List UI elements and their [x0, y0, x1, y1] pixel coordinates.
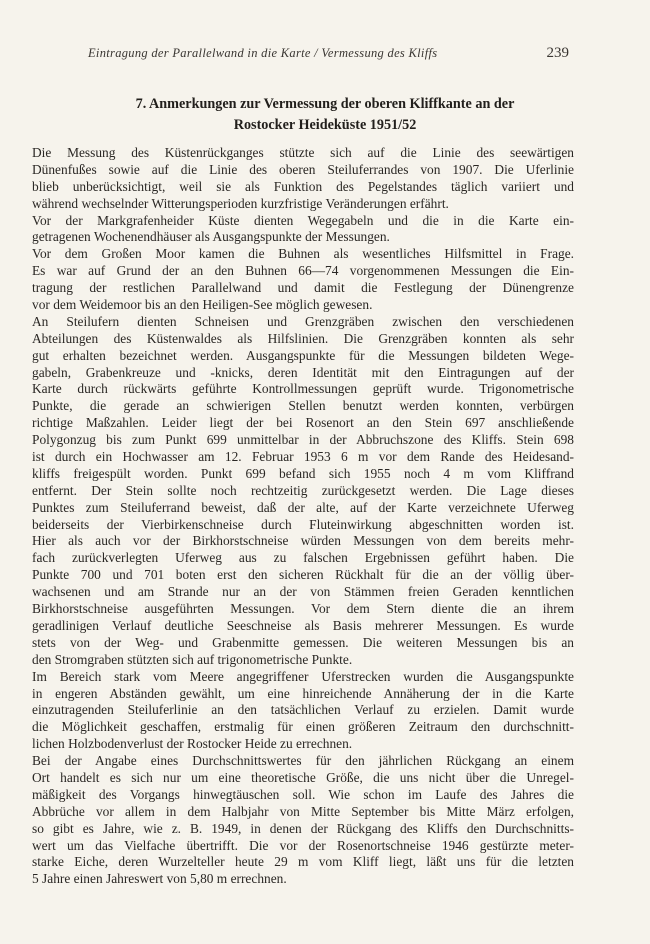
text-line: Abteilungen des Küstenwaldes als Hilfslinien. Die Grenzgräben konnten als sehr: [32, 330, 574, 346]
section-title-line-2: Rostocker Heideküste 1951/52: [233, 117, 417, 133]
text-line: den Stromgraben stützten sich auf trigonometrische Punkte.: [32, 651, 353, 667]
text-line: Punktes zum Steiluferrand beweist, daß der alte, auf der Karte verzeichnete Uferweg: [32, 499, 574, 515]
text-line: fach zurückverlegten Uferweg aus zu falschen Ergebnissen geführt haben. Die: [32, 550, 574, 566]
text-line: stets von der Weg- und Grabenmitte gemessen. Die weiteren Messungen bis an: [32, 634, 574, 650]
text-line: gut erhalten bezeichnet werden. Ausgangspunkte für die Messungen bildeten Wege-: [32, 347, 574, 363]
text-line: die Möglichkeit geschaffen, erstmalig für einen größeren Zeitraum den durchschnitt-: [32, 719, 574, 735]
text-line: Im Bereich stark vom Meere angegriffener Uferstrecken wurden die Ausgangspunkte: [32, 668, 574, 684]
text-line: Bei der Angabe eines Durchschnittswertes für den jährlichen Rückgang an einem: [32, 753, 574, 769]
text-line: einzutragenden Steiluferlinie an den tatsächlichen Verlauf zu erzielen. Damit wurde: [32, 702, 574, 718]
text-line: entfernt. Der Stein sollte noch rechtzeitig zurückgesetzt werden. Die Lage dieses: [32, 482, 574, 498]
text-line: gabeln, Grabenkreuze und -knicks, deren Identität mit den Eintragungen auf der: [32, 364, 574, 380]
text-line: tragung der restlichen Parallelwand und damit die Festlegung der Dünengrenze: [32, 280, 574, 296]
text-line: Ort handelt es sich nur um eine theoretische Größe, die uns nicht über die Unregel-: [32, 769, 574, 785]
body-text: [32, 145, 574, 888]
text-line: Die Messung des Küstenrückganges stützte sich auf die Linie des seewärtigen: [32, 145, 574, 160]
text-line: Dünenfußes sowie auf die Linie des oberen Steiluferrandes von 1907. Die Uferlinie: [32, 161, 574, 177]
text-line: ist durch ein Hochwasser am 12. Februar 1953 6 m vor dem Rande des Heidesand-: [32, 449, 574, 465]
text-line: getragenen Wochenendhäuser als Ausgangspunkte der Messungen.: [32, 229, 390, 245]
text-line: Es war auf Grund der an den Buhnen 66—74 vorgenommenen Messungen die Ein-: [32, 263, 574, 279]
text-line: Vor der Markgrafenheider Küste dienten Wegegabeln und die in die Karte ein-: [32, 212, 574, 228]
text-line: Polygonzug bis zum Punkt 699 unmittelbar in der Abbruchszone des Kliffs. Stein 698: [32, 432, 574, 448]
text-line: starke Eiche, deren Wurzelteller heute 29 m vom Kliff liegt, läßt uns für die letzten: [32, 854, 574, 870]
text-line: so gibt es Jahre, wie z. B. 1949, in denen der Rückgang des Kliffs den Durchschnitts-: [32, 820, 574, 836]
section-title: [70, 94, 580, 136]
text-line: während wechselnder Witterungsperioden kurzfristige Veränderungen erfährt.: [32, 195, 449, 211]
text-line: Punkte, die gerade an schwierigen Stellen benutzt werden konnten, verbürgen: [32, 398, 574, 414]
text-line: blieb unberücksichtigt, weil sie als Funktion des Pegelstandes täglich variiert und: [32, 178, 574, 194]
text-line: 5 Jahre einen Jahreswert von 5,80 m errechnen.: [32, 871, 287, 887]
text-line: in engeren Abständen gewählt, um eine hinreichende Annäherung der in die Karte: [32, 685, 574, 701]
text-line: mäßigkeit des Vorgangs hinwegtäuschen soll. Wie schon im Laufe des Jahres die: [32, 786, 574, 802]
text-line: Abbrüche vor allem in dem Halbjahr von Mitte September bis Mitte März erfolgen,: [32, 803, 574, 819]
text-line: wert um das Vielfache übertrifft. Die vor der Rosenortschneise 1946 gestürzte meter-: [32, 837, 574, 853]
text-line: Hier als auch vor der Birkhorstschneise würden Messungen von dem bereits mehr-: [32, 533, 574, 549]
text-line: Birkhorstschneise ausgeführten Messungen. Vor dem Stern diente die an ihrem: [32, 601, 574, 617]
text-line: Punkte 700 und 701 boten erst den sicheren Rückhalt für die an der völlig über-: [32, 567, 574, 583]
text-line: beiderseits der Vierbirkenschneise durch Fluteinwirkung abgeschnitten worden ist.: [32, 516, 574, 532]
section-title-line-1: 7. Anmerkungen zur Vermessung der oberen Kliffkante an der: [135, 96, 515, 112]
text-line: kliffs freigespült worden. Punkt 699 befand sich 1955 noch 4 m vom Kliffrand: [32, 465, 574, 481]
text-line: geradlinigen Verlauf deutliche Seeschneise als Basis mehrerer Messungen. Es wurde: [32, 617, 574, 633]
page-number: 239: [546, 45, 569, 61]
running-head: Eintragung der Parallelwand in die Karte / Vermessung des Kliffs: [88, 46, 438, 60]
text-line: Karte durch rückwärts geführte Kontrollmessungen geprüft wurde. Trigonometrische: [32, 381, 574, 397]
text-line: Vor dem Großen Moor kamen die Buhnen als wesentliches Hilfsmittel in Frage.: [32, 246, 574, 262]
text-line: An Steilufern dienten Schneisen und Grenzgräben zwischen den verschiedenen: [32, 313, 574, 329]
text-line: lichen Holzbodenverlust der Rostocker Heide zu errechnen.: [32, 736, 353, 752]
text-line: richtige Maßzahlen. Leider liegt der bei Rosenort an den Stein 697 anschließende: [32, 415, 574, 431]
text-line: wachsenen und am Strande nur an der von Stämmen freien Geraden kenntlichen: [32, 584, 574, 600]
text-line: vor dem Weidemoor bis an den Heiligen-See möglich gewesen.: [32, 297, 373, 313]
